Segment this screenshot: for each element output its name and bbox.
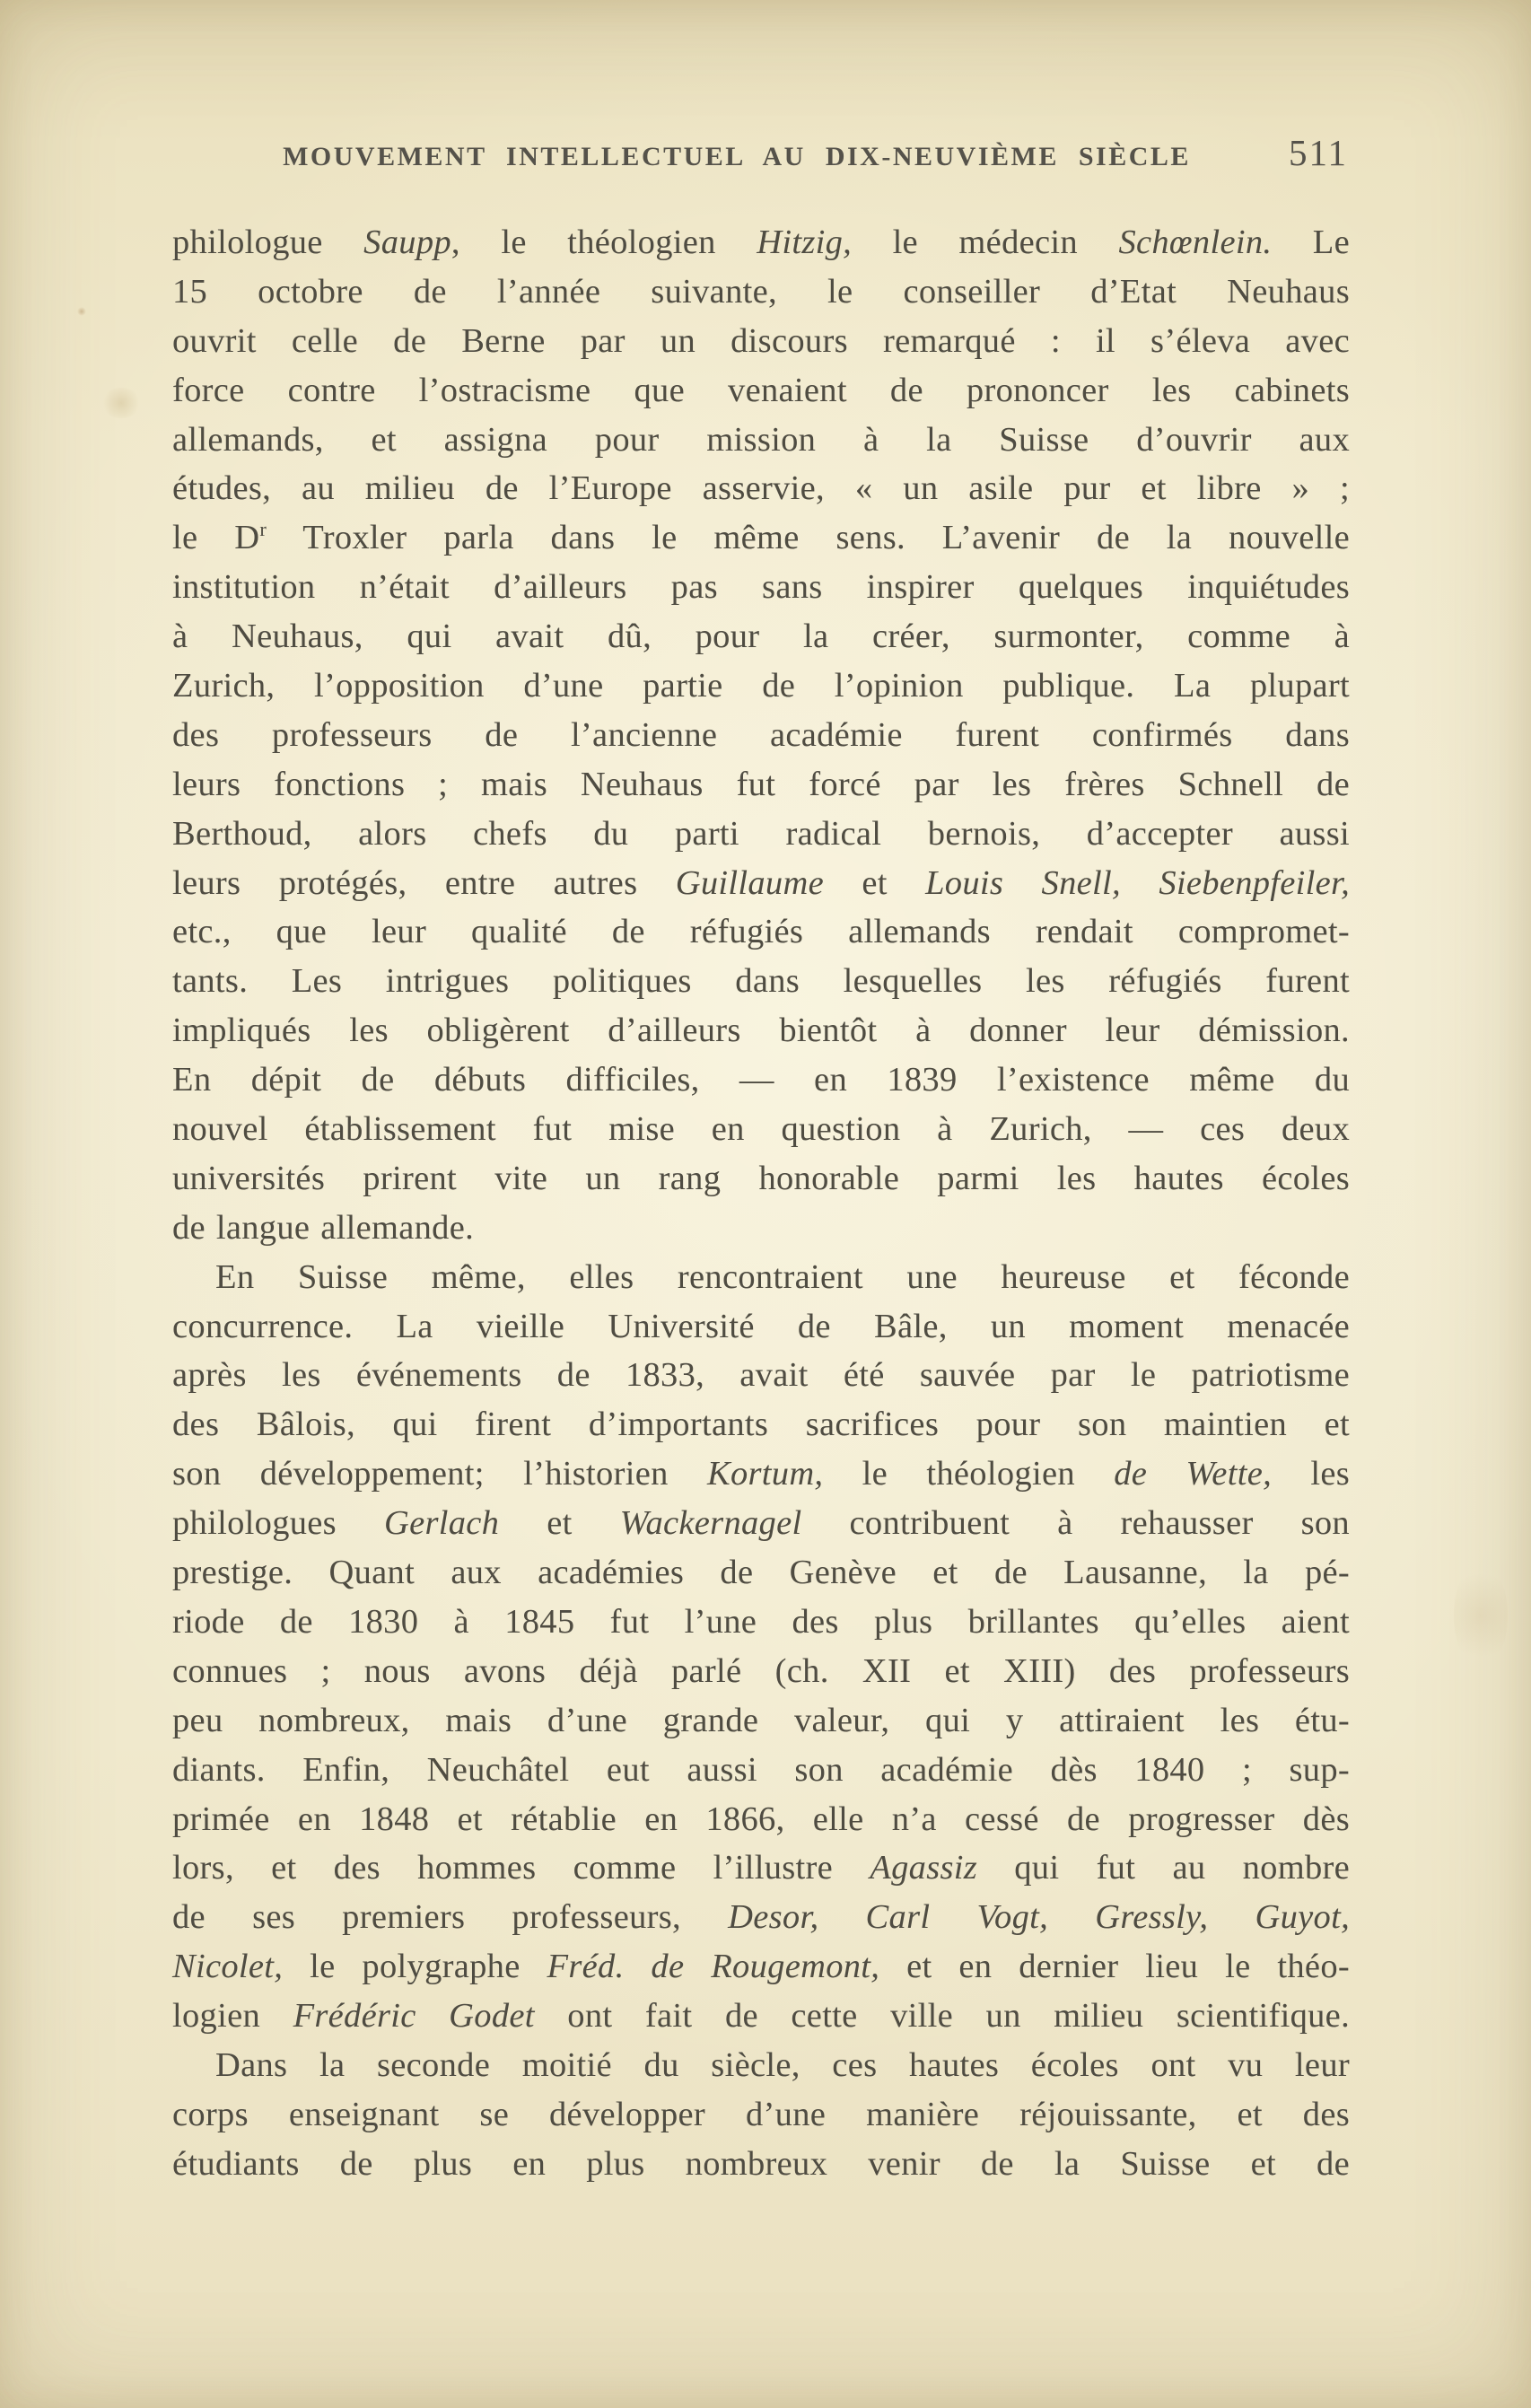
- text-line: le $D^r$ Troxler parla dans le même sens. L’avenir de la nouvelle: [172, 518, 1351, 557]
- text-line: riode de 1830 à 1845 fut l’une des plus brillantes qu’elles aient: [172, 1602, 1350, 1641]
- text-line: 15 octobre de l’année suivante, le conseiller d’Etat Neuhaus: [172, 272, 1350, 311]
- running-header: [171, 131, 1348, 174]
- text-line: Berthoud, alors chefs du parti radical bernois, d’accepter aussi: [172, 814, 1350, 853]
- text-line: connues ; nous avons déjà parlé (ch. XII et XIII) des professeurs: [172, 1651, 1350, 1690]
- text-line: de langue allemande.: [172, 1208, 475, 1247]
- text-line: concurrence. La vieille Université de Bâle, un moment menacée: [172, 1307, 1350, 1345]
- text-line: études, au milieu de l’Europe asservie, « un asile pur et libre » ;: [172, 469, 1350, 508]
- text-line: diants. Enfin, Neuchâtel eut aussi son académie dès 1840 ; sup-: [172, 1750, 1350, 1789]
- text-line: son développement; l’historien Kortum, le théologien de Wette, les: [172, 1455, 1350, 1493]
- text-line: leurs fonctions ; mais Neuhaus fut forcé par les frères Schnell de: [172, 765, 1350, 803]
- text-line: de ses premiers professeurs, Desor, Carl Vogt, Gressly, Guyot,: [172, 1898, 1351, 1937]
- text-line: Nicolet, le polygraphe Fréd. de Rougemont, et en dernier lieu le théo-: [172, 1948, 1350, 1986]
- text-line: tants. Les intrigues politiques dans lesquelles les réfugiés furent: [172, 962, 1350, 1001]
- paper-smudge: [1454, 1562, 1508, 1669]
- text-line: ouvrit celle de Berne par un discours remarqué : il s’éleva avec: [172, 321, 1350, 360]
- text-line: institution n’était d’ailleurs pas sans inspirer quelques inquiétudes: [172, 568, 1350, 607]
- text-line: impliqués les obligèrent d’ailleurs bientôt à donner leur démission.: [172, 1011, 1350, 1050]
- text-line: Zurich, l’opposition d’une partie de l’opinion publique. La plupart: [172, 667, 1350, 705]
- text-line: peu nombreux, mais d’une grande valeur, qui y attiraient les étu-: [172, 1701, 1350, 1739]
- text-line: après les événements de 1833, avait été sauvée par le patriotisme: [172, 1356, 1350, 1395]
- text-line: des Bâlois, qui firent d’importants sacrifices pour son maintien et: [172, 1405, 1350, 1444]
- running-header-title: MOUVEMENT INTELLECTUEL AU DIX-NEUVIÈME SIÈCLE: [283, 142, 1191, 171]
- text-line: corps enseignant se développer d’une manière réjouissante, et des: [172, 2095, 1350, 2133]
- text-line: étudiants de plus en plus nombreux venir de la Suisse et de: [172, 2144, 1350, 2183]
- text-line: etc., que leur qualité de réfugiés allemands rendait compromet-: [172, 913, 1350, 951]
- text-line: prestige. Quant aux académies de Genève et de Lausanne, la pé-: [172, 1554, 1350, 1592]
- text-line: à Neuhaus, qui avait dû, pour la créer, surmonter, comme à: [172, 617, 1350, 656]
- text-line: En dépit de débuts difficiles, — en 1839 l’existence même du: [172, 1061, 1350, 1099]
- text-line: leurs protégés, entre autres Guillaume et Louis Snell, Siebenpfeiler,: [172, 863, 1350, 902]
- text-line: En Suisse même, elles rencontraient une heureuse et féconde: [215, 1257, 1350, 1296]
- text-line: primée en 1848 et rétablie en 1866, elle n’a cessé de progresser dès: [172, 1799, 1350, 1838]
- text-line: force contre l’ostracisme que venaient de prononcer les cabinets: [172, 371, 1350, 409]
- text-line: philologue Saupp, le théologien Hitzig, le médecin Schœnlein. Le: [172, 223, 1351, 261]
- text-line: lors, et des hommes comme l’illustre Agassiz qui fut au nombre: [172, 1849, 1350, 1887]
- text-line: allemands, et assigna pour mission à la Suisse d’ouvrir aux: [172, 420, 1350, 459]
- page-number: 511: [1289, 132, 1348, 173]
- paper-smudge: [77, 307, 86, 316]
- paper-smudge: [101, 388, 142, 418]
- text-line: universités prirent vite un rang honorable parmi les hautes écoles: [172, 1159, 1350, 1197]
- text-line: philologues Gerlach et Wackernagel contribuent à rehausser son: [172, 1504, 1350, 1543]
- text-line: nouvel établissement fut mise en question à Zurich, — ces deux: [172, 1110, 1350, 1149]
- text-line: Dans la seconde moitié du siècle, ces hautes écoles ont vu leur: [215, 2045, 1350, 2084]
- text-line: logien Frédéric Godet ont fait de cette ville un milieu scientifique.: [172, 1997, 1350, 2036]
- text-block: [172, 218, 1350, 2189]
- text-line: des professeurs de l’ancienne académie furent confirmés dans: [172, 715, 1350, 754]
